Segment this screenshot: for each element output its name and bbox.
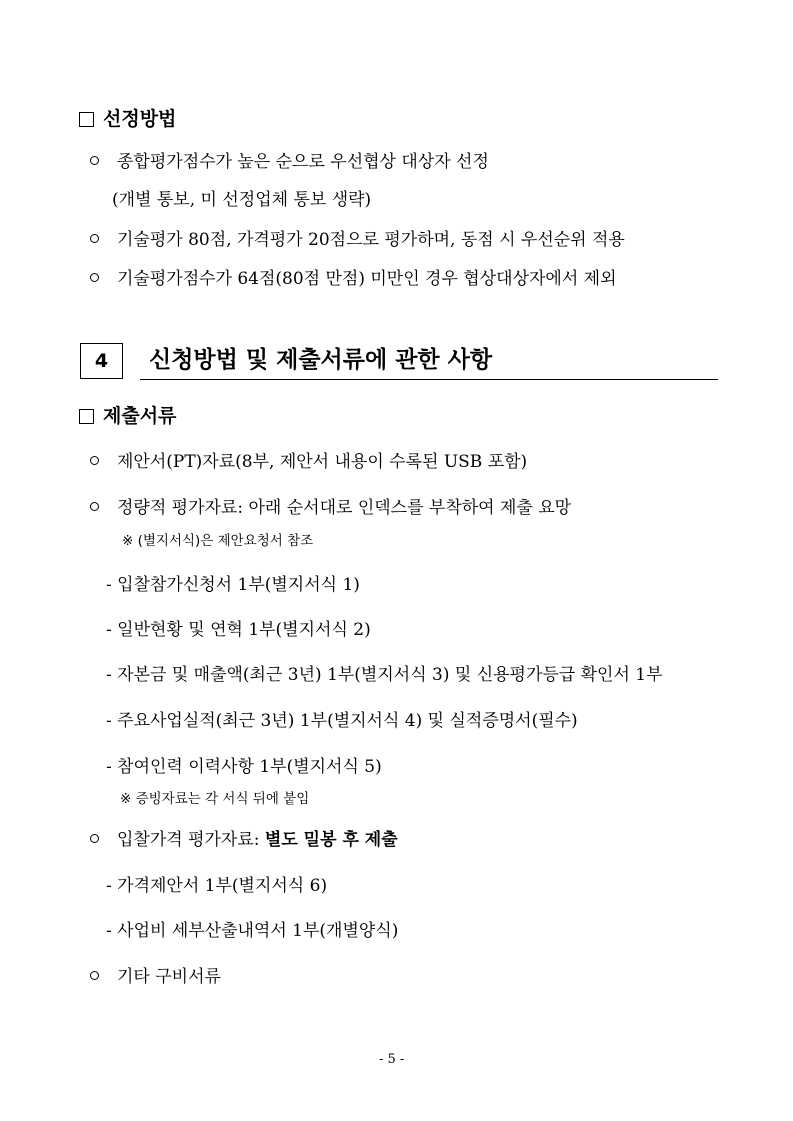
checkbox-square-icon [79, 409, 94, 424]
circle-bullet-icon [90, 156, 99, 165]
quantitative-note: ※ (별지서식)은 제안요청서 참조 [122, 533, 314, 549]
circle-bullet-icon [90, 456, 99, 465]
selection-heading-text: 선정방법 [103, 108, 177, 130]
quantitative-item-2: - 일반현황 및 연혁 1부(별지서식 2) [106, 620, 371, 640]
documents-price: 입찰가격 평가자료: 별도 밀봉 후 제출 [90, 829, 398, 851]
selection-item-1-note: (개별 통보, 미 선정업체 통보 생략) [112, 190, 372, 210]
documents-heading [79, 405, 176, 427]
documents-proposal: 제안서(PT)자료(8부, 제안서 내용이 수록된 USB 포함) [90, 451, 527, 473]
circle-bullet-icon [90, 834, 99, 843]
price-emphasis: 별도 밀봉 후 제출 [264, 830, 398, 850]
selection-item-1: 종합평가점수가 높은 순으로 우선협상 대상자 선정 [90, 151, 489, 173]
section-number-box [80, 343, 123, 379]
quantitative-item-1: - 입찰참가신청서 1부(별지서식 1) [106, 575, 360, 595]
circle-bullet-icon [90, 234, 99, 243]
circle-bullet-icon [90, 502, 99, 511]
circle-bullet-icon [90, 971, 99, 980]
price-item-2: - 사업비 세부산출내역서 1부(개별양식) [106, 921, 399, 941]
documents-other: 기타 구비서류 [90, 966, 221, 988]
selection-item-3: 기술평가점수가 64점(80점 만점) 미만인 경우 협상대상자에서 제외 [90, 268, 617, 290]
selection-heading [79, 108, 176, 130]
quantitative-item-4: - 주요사업실적(최근 3년) 1부(별지서식 4) 및 실적증명서(필수) [106, 711, 578, 731]
quantitative-item-3: - 자본금 및 매출액(최근 3년) 1부(별지서식 3) 및 신용평가등급 확인서 1부 [106, 665, 663, 685]
checkbox-square-icon [79, 112, 94, 127]
documents-heading-text: 제출서류 [103, 405, 177, 427]
selection-item-2: 기술평가 80점, 가격평가 20점으로 평가하며, 동점 시 우선순위 적용 [90, 229, 625, 251]
evidence-note: ※ 증빙자료는 각 서식 뒤에 붙임 [120, 791, 310, 807]
price-item-1: - 가격제안서 1부(별지서식 6) [106, 876, 328, 896]
circle-bullet-icon [90, 273, 99, 282]
section-title-underline [140, 379, 718, 380]
page-number: - 5 - [379, 1052, 405, 1067]
section-number: 4 [94, 350, 109, 372]
quantitative-item-5: - 참여인력 이력사항 1부(별지서식 5) [106, 757, 382, 777]
section-title: 신청방법 및 제출서류에 관한 사항 [149, 347, 493, 373]
documents-quantitative: 정량적 평가자료: 아래 순서대로 인덱스를 부착하여 제출 요망 [90, 497, 571, 519]
